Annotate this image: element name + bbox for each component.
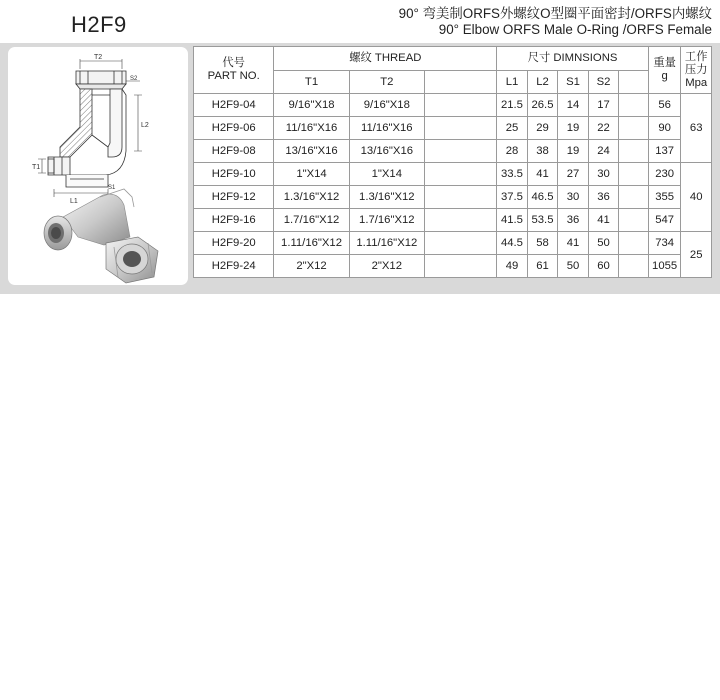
l1-cell: 49 (497, 255, 528, 278)
label-s1: S1 (108, 185, 116, 191)
spare-cell (424, 117, 496, 140)
t2-cell: 9/16"X18 (349, 94, 424, 117)
product-title (399, 6, 712, 38)
label-l2: L2 (141, 122, 149, 129)
s2-cell: 60 (588, 255, 619, 278)
s2-cell: 30 (588, 163, 619, 186)
s2-cell: 50 (588, 232, 619, 255)
part-cell: H2F9-08 (194, 140, 274, 163)
l2-cell: 46.5 (527, 186, 558, 209)
weight-cell: 734 (648, 232, 681, 255)
t2-cell: 11/16"X16 (349, 117, 424, 140)
table-row (194, 232, 712, 255)
spare-cell (424, 232, 496, 255)
l1-cell: 33.5 (497, 163, 528, 186)
spare-cell (619, 186, 649, 209)
pressure-cell: 25 (681, 232, 712, 278)
spare-cell (619, 163, 649, 186)
spec-table (193, 46, 712, 278)
s1-header: S1 (558, 71, 589, 94)
s1-cell: 27 (558, 163, 589, 186)
dimensions-header: 尺寸 DIMNSIONS (497, 47, 649, 71)
t2-cell: 1"X14 (349, 163, 424, 186)
spare-cell (619, 209, 649, 232)
thread-header: 螺纹 THREAD (274, 47, 497, 71)
pressure-header-cn1: 工作 (684, 50, 708, 63)
pressure-header (681, 47, 712, 94)
spare-cell (619, 255, 649, 278)
s1-cell: 36 (558, 209, 589, 232)
weight-cell: 230 (648, 163, 681, 186)
t2-cell: 1.3/16"X12 (349, 186, 424, 209)
table-row (194, 117, 712, 140)
table-row (194, 140, 712, 163)
spare-cell (619, 140, 649, 163)
t2-cell: 1.11/16"X12 (349, 232, 424, 255)
product-code: H2F9 (71, 12, 127, 37)
spare-cell (424, 94, 496, 117)
t2-cell: 1.7/16"X12 (349, 209, 424, 232)
dim-spare-header (619, 71, 649, 94)
weight-cell: 355 (648, 186, 681, 209)
part-cell: H2F9-24 (194, 255, 274, 278)
table-row (194, 186, 712, 209)
pressure-header-unit: Mpa (685, 76, 708, 89)
pressure-cell: 63 (681, 94, 712, 163)
t2-cell: 2"X12 (349, 255, 424, 278)
l2-header: L2 (527, 71, 558, 94)
product-image-panel (8, 47, 188, 285)
s2-header: S2 (588, 71, 619, 94)
t1-cell: 1"X14 (274, 163, 349, 186)
l1-cell: 28 (497, 140, 528, 163)
l1-cell: 25 (497, 117, 528, 140)
s2-cell: 22 (588, 117, 619, 140)
weight-cell: 547 (648, 209, 681, 232)
s2-cell: 41 (588, 209, 619, 232)
l1-cell: 37.5 (497, 186, 528, 209)
s1-cell: 19 (558, 117, 589, 140)
part-header-en: PART NO. (207, 70, 260, 82)
spare-cell (424, 209, 496, 232)
thread-spare-header (424, 71, 496, 94)
part-cell: H2F9-10 (194, 163, 274, 186)
part-cell: H2F9-16 (194, 209, 274, 232)
weight-header (648, 47, 681, 94)
weight-cell: 1055 (648, 255, 681, 278)
l2-cell: 29 (527, 117, 558, 140)
t1-cell: 1.3/16"X12 (274, 186, 349, 209)
t1-cell: 1.11/16"X12 (274, 232, 349, 255)
l2-cell: 53.5 (527, 209, 558, 232)
t2-header: T2 (349, 71, 424, 94)
part-cell: H2F9-20 (194, 232, 274, 255)
t1-cell: 13/16"X16 (274, 140, 349, 163)
l1-cell: 44.5 (497, 232, 528, 255)
spare-cell (424, 186, 496, 209)
l2-cell: 26.5 (527, 94, 558, 117)
pressure-cell: 40 (681, 163, 712, 232)
label-l1: L1 (70, 198, 78, 205)
s1-cell: 41 (558, 232, 589, 255)
t1-cell: 11/16"X16 (274, 117, 349, 140)
t1-cell: 1.7/16"X12 (274, 209, 349, 232)
s1-cell: 19 (558, 140, 589, 163)
weight-header-unit: g (661, 70, 668, 82)
weight-cell: 90 (648, 117, 681, 140)
s2-cell: 36 (588, 186, 619, 209)
table-row (194, 209, 712, 232)
spare-cell (424, 140, 496, 163)
title-english: 90° Elbow ORFS Male O-Ring /ORFS Female (438, 22, 712, 37)
table-row (194, 94, 712, 117)
table-row (194, 163, 712, 186)
l1-cell: 21.5 (497, 94, 528, 117)
t2-cell: 13/16"X16 (349, 140, 424, 163)
spare-cell (424, 255, 496, 278)
label-t2: T2 (94, 54, 103, 61)
l2-cell: 58 (527, 232, 558, 255)
l2-cell: 41 (527, 163, 558, 186)
table-row (194, 255, 712, 278)
pressure-header-cn2: 压力 (684, 63, 708, 76)
label-s2: S2 (130, 76, 138, 82)
weight-cell: 137 (648, 140, 681, 163)
s2-cell: 24 (588, 140, 619, 163)
s1-cell: 50 (558, 255, 589, 278)
spare-cell (619, 94, 649, 117)
part-cell: H2F9-12 (194, 186, 274, 209)
s1-cell: 14 (558, 94, 589, 117)
part-no-header (194, 47, 274, 94)
t1-header: T1 (274, 71, 349, 94)
fitting-photo (44, 189, 158, 283)
s1-cell: 30 (558, 186, 589, 209)
l2-cell: 38 (527, 140, 558, 163)
part-header-cn: 代号 (222, 57, 245, 69)
part-cell: H2F9-06 (194, 117, 274, 140)
part-cell: H2F9-04 (194, 94, 274, 117)
t1-cell: 9/16"X18 (274, 94, 349, 117)
title-chinese: 90° 弯美制ORFS外螺纹O型圈平面密封/ORFS内螺纹 (398, 6, 712, 21)
weight-header-cn: 重量 (653, 57, 676, 69)
spare-cell (619, 232, 649, 255)
technical-drawing (8, 47, 188, 285)
weight-cell: 56 (648, 94, 681, 117)
label-t1: T1 (32, 164, 41, 171)
s2-cell: 17 (588, 94, 619, 117)
t1-cell: 2"X12 (274, 255, 349, 278)
l2-cell: 61 (527, 255, 558, 278)
l1-cell: 41.5 (497, 209, 528, 232)
l1-header: L1 (497, 71, 528, 94)
spare-cell (424, 163, 496, 186)
spare-cell (619, 117, 649, 140)
